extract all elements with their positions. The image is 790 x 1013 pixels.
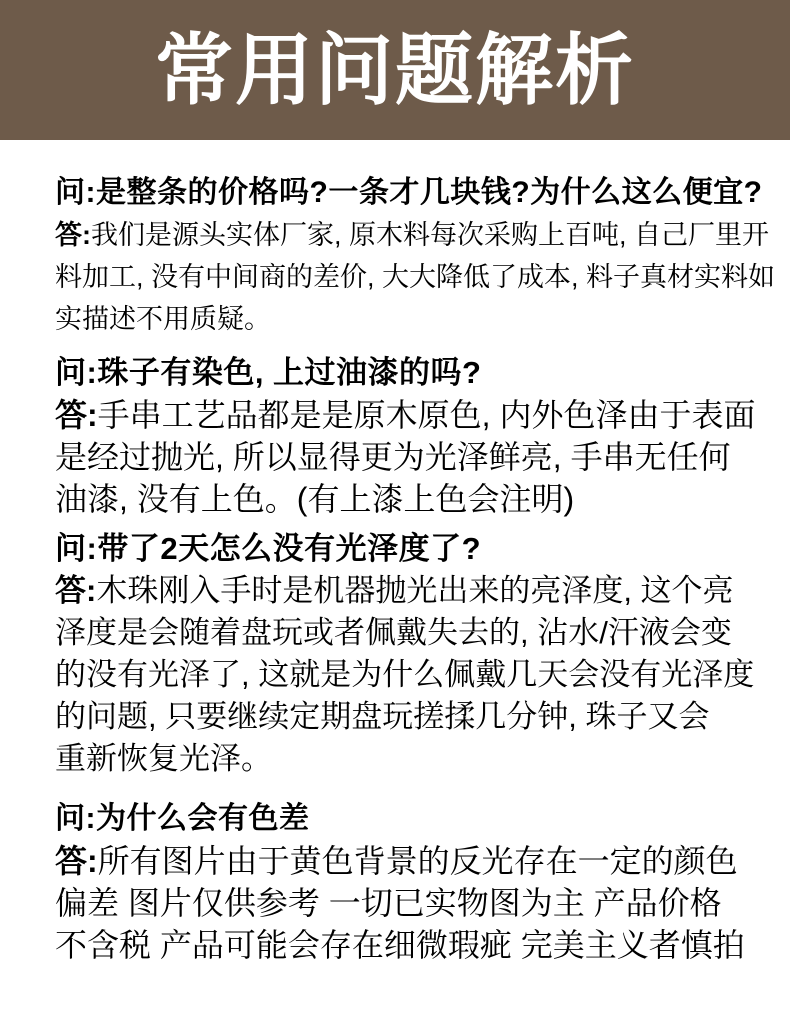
qa-answer-text: 所有图片由于黄色背景的反光存在一定的颜色 <box>97 843 738 879</box>
qa-item <box>55 172 774 340</box>
qa-question: 问:是整条的价格吗?一条才几块钱?为什么这么便宜? <box>55 176 763 209</box>
qa-question: 问:为什么会有色差 <box>55 802 310 835</box>
qa-answer-line <box>55 570 774 612</box>
qa-answer-text: 手串工艺品都是是原木原色, 内外色泽由于表面 <box>97 397 756 433</box>
qa-answer-text: 我们是源头实体厂家, 原木料每次采购上百吨, 自己厂里开 <box>91 220 770 250</box>
qa-list <box>55 172 774 966</box>
qa-answer-prefix: 答: <box>55 220 91 250</box>
qa-answer <box>55 840 774 966</box>
qa-answer <box>55 570 774 780</box>
qa-answer-line: 油漆, 没有上色。(有上漆上色会注明) <box>55 481 575 517</box>
qa-answer-line <box>55 840 774 882</box>
qa-answer-line: 料加工, 没有中间商的差价, 大大降低了成本, 料子真材实料如 <box>55 262 776 292</box>
qa-answer-text: 木珠刚入手时是机器抛光出来的亮泽度, 这个亮 <box>96 573 734 608</box>
qa-answer-line <box>55 214 774 256</box>
qa-answer-line: 不含税 产品可能会存在细微瑕疵 完美主义者慎拍 <box>55 927 745 963</box>
qa-answer-line: 的问题, 只要继续定期盘玩搓揉几分钟, 珠子又会 <box>55 699 710 734</box>
qa-item <box>55 798 774 966</box>
qa-answer-line: 泽度是会随着盘玩或者佩戴失去的, 沾水/汗液会变 <box>55 615 732 650</box>
qa-question: 问:带了2天怎么没有光泽度了? <box>55 531 481 566</box>
qa-answer <box>55 394 774 520</box>
qa-item <box>55 528 774 780</box>
qa-answer <box>55 214 774 340</box>
qa-answer-line: 重新恢复光泽。 <box>55 741 272 776</box>
page-title: 常用问题解析 <box>154 26 635 114</box>
qa-answer-line: 的没有光泽了, 这就是为什么佩戴几天会没有光泽度 <box>55 657 755 692</box>
qa-answer-line: 是经过抛光, 所以显得更为光泽鲜亮, 手串无任何 <box>55 439 731 475</box>
qa-answer-line <box>55 394 774 436</box>
faq-content <box>0 140 790 966</box>
qa-item <box>55 352 774 520</box>
qa-question: 问:珠子有染色, 上过油漆的吗? <box>55 355 482 390</box>
qa-answer-prefix: 答: <box>55 843 98 879</box>
qa-answer-prefix: 答: <box>55 573 97 608</box>
qa-answer-prefix: 答: <box>55 397 98 433</box>
qa-answer-line: 实描述不用质疑。 <box>55 304 271 334</box>
qa-answer-line: 偏差 图片仅供参考 一切已实物图为主 产品价格 <box>55 885 722 921</box>
header-banner <box>0 0 790 140</box>
